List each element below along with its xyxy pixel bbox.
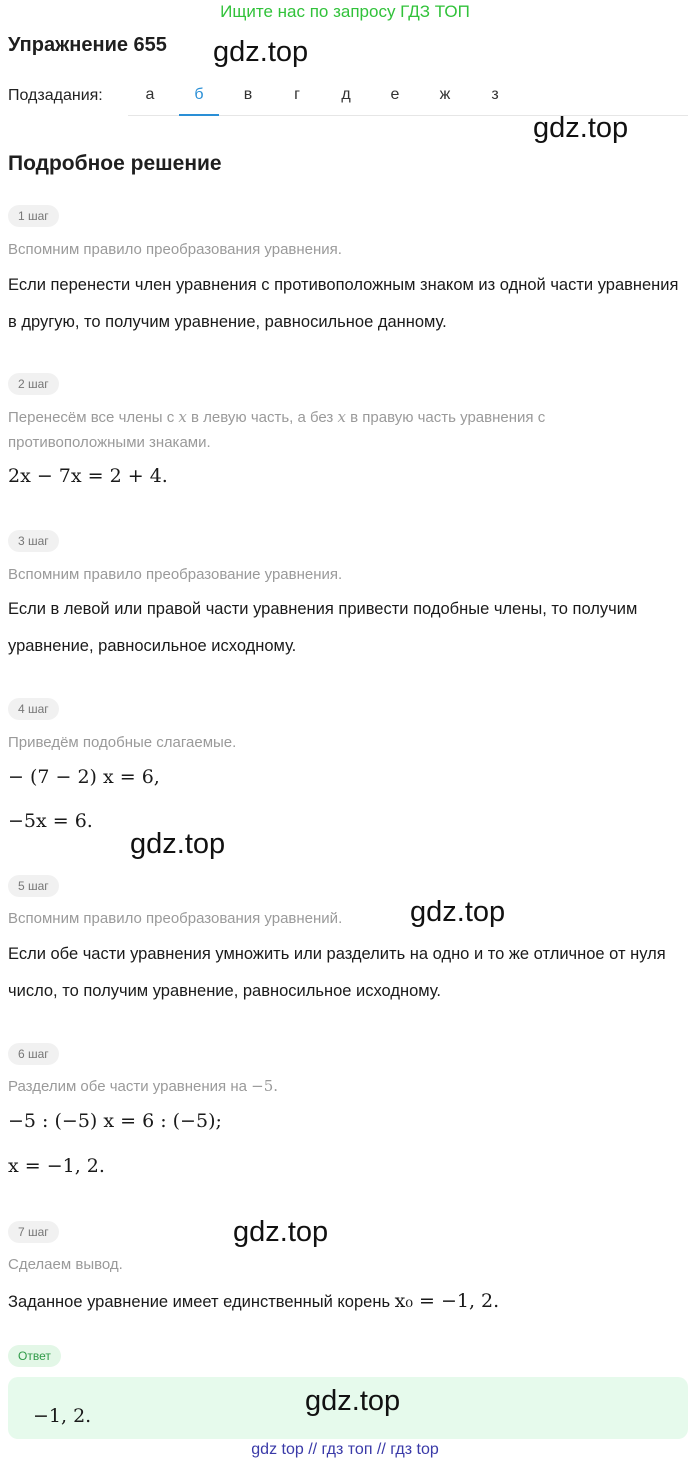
step-math: −5 : (−5) x = 6 : (−5);: [8, 1110, 222, 1132]
step-hint: Сделаем вывод.: [8, 1256, 123, 1273]
step-hint: Вспомним правило преобразования уравнения.: [8, 241, 342, 258]
step-hint: Перенесём все члены с x в левую часть, а без x в правую часть уравнения с противоположными знаками.: [8, 408, 546, 451]
step-badge: 3 шаг: [8, 530, 59, 552]
step-text: Если перенести член уравнения с противоположным знаком из одной части уравнения в другую, то получим уравнение, равносильное данному.: [8, 276, 679, 331]
step-math: 2x − 7x = 2 + 4.: [8, 465, 168, 487]
step-badge: 1 шаг: [8, 205, 59, 227]
step-badge: 6 шаг: [8, 1043, 59, 1065]
step-text: Заданное уравнение имеет единственный корень x₀ = −1, 2.: [8, 1290, 500, 1312]
page-title: Упражнение 655: [8, 34, 167, 56]
answer-badge: Ответ: [8, 1345, 61, 1367]
step-badge: 2 шаг: [8, 373, 59, 395]
footer-links[interactable]: gdz top // гдз топ // гдз top: [251, 1441, 439, 1458]
step-hint: Разделим обе части уравнения на −5.: [8, 1077, 279, 1095]
tab-v[interactable]: в: [243, 86, 253, 103]
step-badge: 5 шаг: [8, 875, 59, 897]
top-banner: Ищите нас по запросу ГДЗ ТОП: [220, 2, 470, 21]
watermark: gdz.top: [410, 896, 506, 928]
tab-z[interactable]: з: [491, 86, 499, 103]
step-hint: Вспомним правило преобразования уравнений.: [8, 910, 343, 927]
tab-a[interactable]: а: [145, 86, 155, 103]
subtasks-label: Подзадания:: [8, 87, 103, 104]
tab-b[interactable]: б: [179, 86, 219, 116]
step-hint: Приведём подобные слагаемые.: [8, 734, 237, 751]
tab-d[interactable]: д: [341, 86, 351, 103]
solution-title: Подробное решение: [8, 152, 222, 175]
tab-g[interactable]: г: [294, 86, 300, 103]
tab-e[interactable]: е: [390, 86, 400, 103]
step-hint: Вспомним правило преобразование уравнения.: [8, 566, 343, 583]
watermark: gdz.top: [130, 828, 226, 860]
step-math: x = −1, 2.: [8, 1155, 105, 1177]
watermark: gdz.top: [533, 112, 629, 144]
watermark: gdz.top: [213, 36, 309, 68]
watermark: gdz.top: [233, 1216, 329, 1248]
answer-value: −1, 2.: [33, 1405, 92, 1427]
step-badge: 7 шаг: [8, 1221, 59, 1243]
tab-zh[interactable]: ж: [439, 86, 451, 103]
watermark: gdz.top: [305, 1385, 401, 1417]
step-badge: 4 шаг: [8, 698, 59, 720]
step-text: Если в левой или правой части уравнения привести подобные члены, то получим уравнение, равносильное исходному.: [8, 600, 638, 655]
step-math: −5x = 6.: [8, 810, 93, 832]
step-text: Если обе части уравнения умножить или разделить на одно и то же отличное от нуля число, то получим уравнение, равносильное исходному.: [8, 945, 666, 1000]
step-math: − (7 − 2) x = 6,: [8, 766, 160, 788]
